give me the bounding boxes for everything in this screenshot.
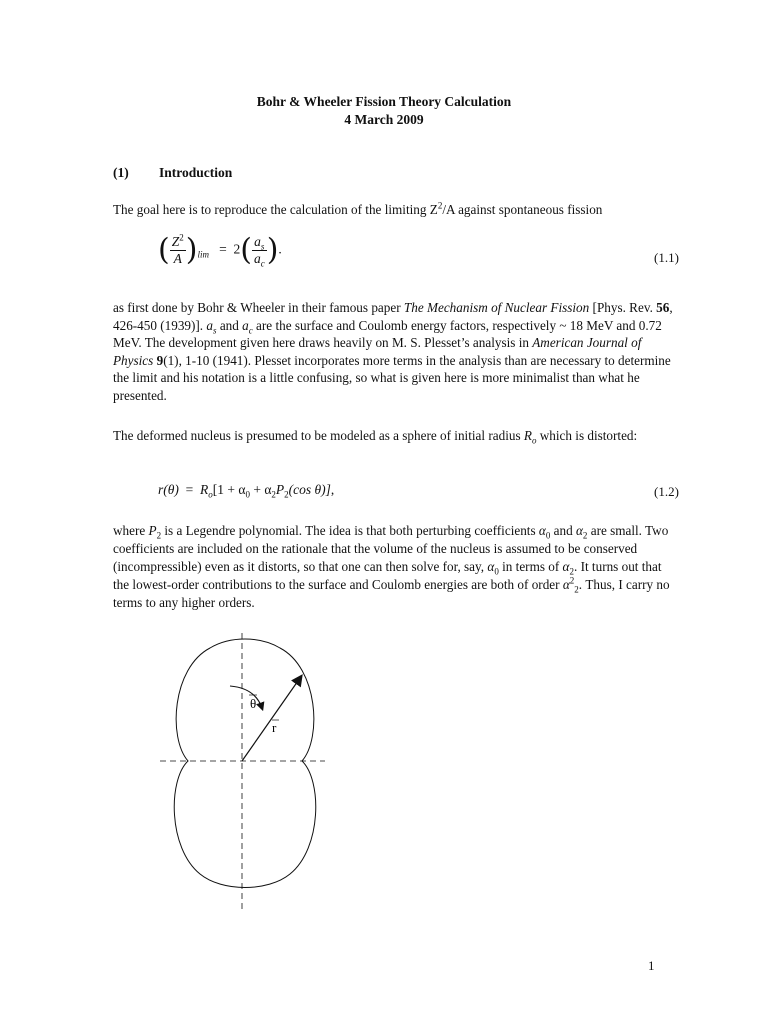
equation-1-1: ( $\frac{Z^2}{A}$ )$_{lim}$ = 2( $\frac{a_s}{a_c}$ ). [158, 232, 282, 269]
theta-label: θ [250, 696, 257, 711]
document-title: Bohr & Wheeler Fission Theory Calculation [256, 94, 512, 109]
equation-number-1-1: (1.1) [654, 250, 679, 265]
deformed-nucleus-figure [150, 628, 340, 918]
r-label: r [272, 720, 277, 735]
equation-1-2: $r(\theta) = R_o[1 + \alpha_0 + \alpha_2P_2(\cos$ θ)], [158, 482, 335, 500]
section-number: (1) [113, 165, 129, 180]
document-date: 4 March 2009 [344, 112, 424, 127]
nucleus-outline [174, 639, 316, 888]
paragraph-goal: The goal here is to reproduce the calculation of the limiting $Z^2/A$ against spontaneous fission [113, 200, 603, 217]
angle-arc [230, 686, 262, 708]
radius-arrow [242, 678, 300, 761]
paragraph-deformed-nucleus: The deformed nucleus is presumed to be modeled as a sphere of initial radius $R_o$ which is distorted: [113, 428, 638, 446]
section-title: Introduction [159, 165, 233, 180]
paragraph-history: as first done by Bohr & Wheeler in their famous paper The Mechanism of Nuclear Fission [Phys. Rev. 56, 426-450 (1939)]. $a_s$ and $a_c$ are the surface and Coulomb energy factors, respectively ~ 18 MeV and 0.72 MeV. The development given here draws heavily on M. S. Plesset’s analysis in American Journal of Physics 9(1), 1-10 (1941). Plesset incorporates more terms in the analysis than are necessary to determine the limit and his notation is a little confusing, so what is given here is more minimalist than what he presented. [113, 300, 673, 403]
page-number: 1 [648, 958, 655, 973]
equation-number-1-2: (1.2) [654, 484, 679, 499]
paragraph-legendre: where $P_2$ is a Legendre polynomial. The idea is that both perturbing coefficients $\alpha_0$ and $\alpha_2$ are small. Two coefficients are included on the rationale that the volume of the nucleus is assumed to be conserved (incompressible) even as it distorts, so that one can then solve for, say, $\alpha_0$ in terms of $\alpha_2$. It turns out that the lowest-order contributions to the surface and Coulomb energies are both of order $\alpha^2_2$. Thus, I carry no terms to any higher orders. [113, 523, 670, 610]
